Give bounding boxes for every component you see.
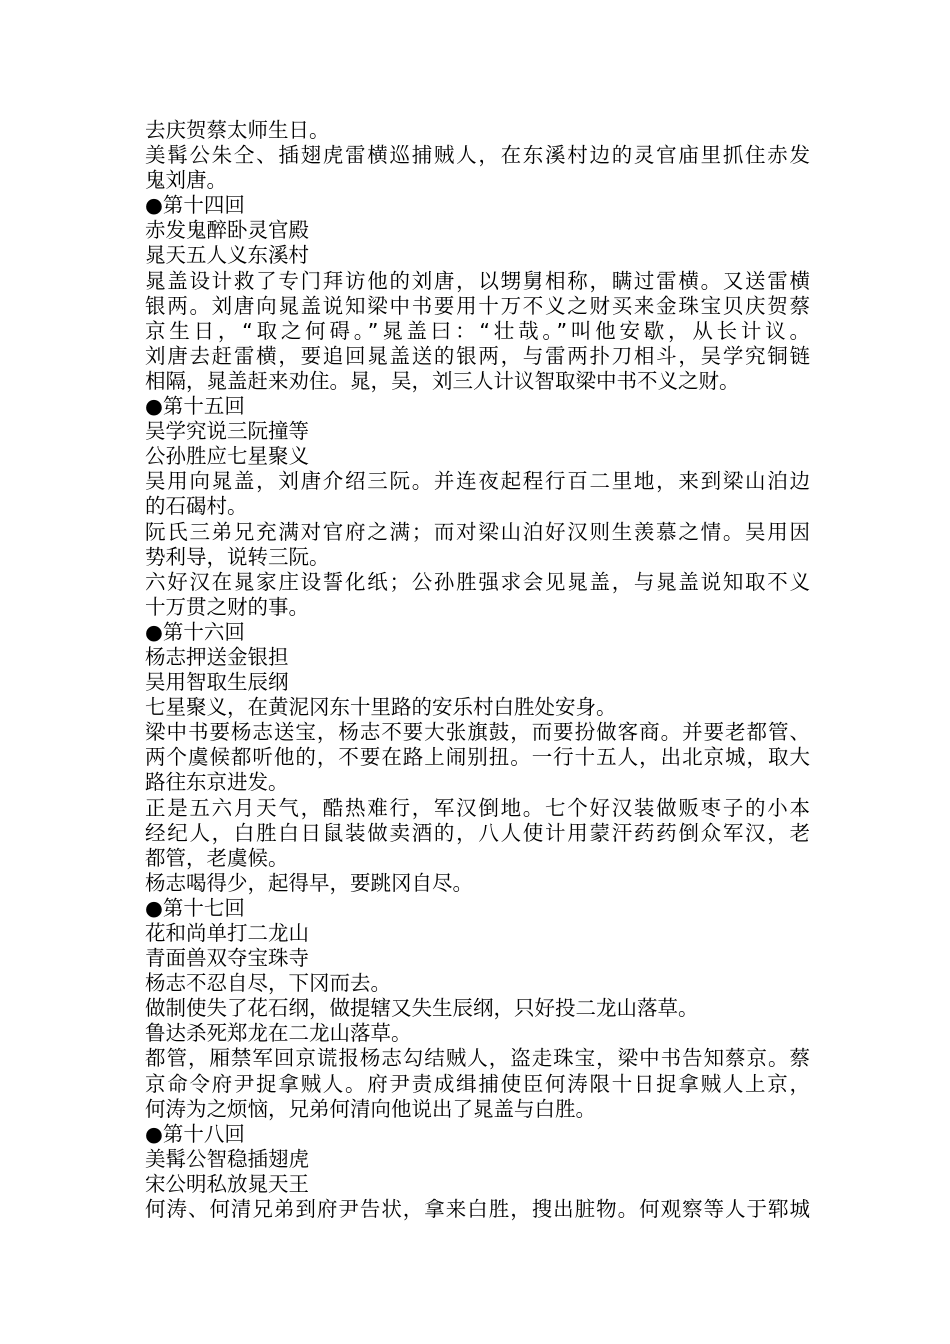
text-line: 路往东京进发。 <box>145 770 289 795</box>
text-line: 阮氏三弟兄充满对官府之满；而对梁山泊好汉则生羡慕之情。吴用因 <box>145 519 810 544</box>
text-line: 吴用向晁盖，刘唐介绍三阮。并连夜起程行百二里地，来到梁山泊边 <box>145 469 810 494</box>
text-line: 杨志喝得少，起得早，要跳冈自尽。 <box>145 870 473 895</box>
text-line: 经纪人，白胜白日鼠装做卖酒的，八人使计用蒙汗药药倒众军汉，老 <box>145 820 810 845</box>
text-line: 赤发鬼醉卧灵官殿 <box>145 218 309 243</box>
text-line: 晁天五人义东溪村 <box>145 243 309 268</box>
text-line: 相隔，晁盖赶来劝住。晁，吴，刘三人计议智取梁中书不义之财。 <box>145 368 740 393</box>
text-line: 梁中书要杨志送宝，杨志不要大张旗鼓，而要扮做客商。并要老都管、 <box>145 720 810 745</box>
text-line: 京生日，“取之何碍。”晁盖曰：“壮哉。”叫他安歇，从长计议。 <box>145 318 810 343</box>
text-line: 鲁达杀死郑龙在二龙山落草。 <box>145 1021 412 1046</box>
text-line: 十万贯之财的事。 <box>145 594 309 619</box>
text-line: 刘唐去赶雷横，要追回晁盖送的银两，与雷两扑刀相斗，吴学究铜链 <box>145 343 810 368</box>
text-line: 去庆贺蔡太师生日。 <box>145 118 330 142</box>
text-line: 何涛为之烦恼，兄弟何清向他说出了晁盖与白胜。 <box>145 1096 596 1121</box>
document-page <box>145 118 810 1222</box>
text-line: 的石碣村。 <box>145 494 248 519</box>
text-line: 吴用智取生辰纲 <box>145 670 289 695</box>
text-line: 银两。刘唐向晁盖说知梁中书要用十万不义之财买来金珠宝贝庆贺蔡 <box>145 293 810 318</box>
text-line: ●第十五回 <box>145 394 245 419</box>
text-line: 杨志押送金银担 <box>145 644 289 669</box>
text-line: 两个虞候都听他的，不要在路上闹别扭。一行十五人，出北京城，取大 <box>145 745 810 770</box>
text-line: 都管，老虞候。 <box>145 845 289 870</box>
text-line: ●第十七回 <box>145 895 245 920</box>
text-line: 花和尚单打二龙山 <box>145 921 309 945</box>
text-line: 何涛、何清兄弟到府尹告状，拿来白胜，搜出脏物。何观察等人于郓城 <box>145 1197 810 1222</box>
text-line: 青面兽双夺宝珠寺 <box>145 946 309 971</box>
text-line: 都管，厢禁军回京谎报杨志勾结贼人，盗走珠宝，梁中书告知蔡京。蔡 <box>145 1046 810 1071</box>
text-line: 杨志不忍自尽，下冈而去。 <box>145 971 391 996</box>
text-line: 做制使失了花石纲，做提辖又失生辰纲，只好投二龙山落草。 <box>145 996 699 1021</box>
text-line: ●第十四回 <box>145 193 245 218</box>
text-line: 吴学究说三阮撞等 <box>145 419 309 444</box>
text-line: 势利导，说转三阮。 <box>145 544 330 569</box>
text-line: 美髯公朱仝、插翅虎雷横巡捕贼人，在东溪村边的灵官庙里抓住赤发 <box>145 143 810 168</box>
text-line: 京命令府尹捉拿贼人。府尹责成缉捕使臣何涛限十日捉拿贼人上京， <box>145 1071 810 1096</box>
text-line: 七星聚义，在黄泥冈东十里路的安乐村白胜处安身。 <box>145 695 617 720</box>
text-line: 宋公明私放晁天王 <box>145 1171 309 1196</box>
text-line: ●第十八回 <box>145 1121 245 1146</box>
text-line: 六好汉在晁家庄设誓化纸；公孙胜强求会见晁盖，与晁盖说知取不义 <box>145 569 810 594</box>
text-line: 公孙胜应七星聚义 <box>145 444 309 469</box>
text-line: ●第十六回 <box>145 619 245 644</box>
text-line: 晁盖设计救了专门拜访他的刘唐，以甥舅相称，瞒过雷横。又送雷横 <box>145 268 810 293</box>
text-line: 鬼刘唐。 <box>145 168 227 193</box>
text-line: 正是五六月天气，酷热难行，军汉倒地。七个好汉装做贩枣子的小本 <box>145 795 810 820</box>
text-line: 美髯公智稳插翅虎 <box>145 1146 309 1171</box>
